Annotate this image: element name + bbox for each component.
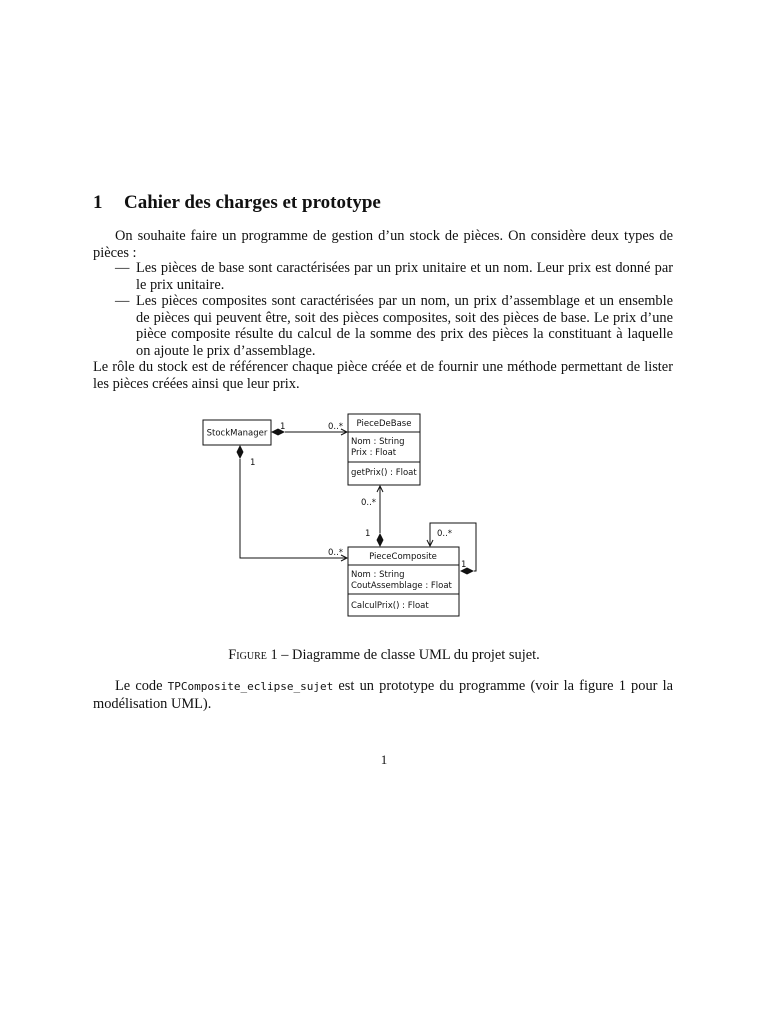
piececomposite-attribute-nom: Nom : String [351, 570, 405, 580]
project-code-name: TPComposite_eclipse_sujet [167, 680, 334, 693]
multiplicity-label: 0..* [328, 548, 344, 558]
association-stockmanager-piececomposite [237, 445, 348, 561]
list-dash: — [115, 293, 130, 309]
figure-caption [0, 647, 768, 664]
piececomposite-class-name: PieceComposite [369, 552, 437, 562]
intro-paragraph: On souhaite faire un programme de gestion d’un stock de pièces. On considère deux types de pièces : [93, 228, 673, 261]
multiplicity-label: 1 [461, 560, 467, 570]
closing-paragraph [93, 678, 673, 712]
figure-caption-text: Diagramme de classe UML du projet sujet. [292, 647, 540, 663]
association-stockmanager-piecedebase [271, 422, 347, 436]
uml-class-diagram [195, 405, 485, 625]
piecedebase-class [348, 414, 420, 485]
section-heading [93, 192, 381, 214]
page-number: 1 [380, 752, 388, 767]
closing-text-before: Le code [115, 678, 168, 694]
stockmanager-class-name: StockManager [206, 428, 268, 439]
stockmanager-class [203, 420, 271, 445]
composition-diamond [237, 445, 244, 459]
association-piececomposite-piecedebase [361, 486, 384, 547]
role-paragraph: Le rôle du stock est de référencer chaque pièce créée et de fournir une méthode permettant de lister les pièces créées ainsi que leur prix. [93, 359, 673, 392]
piececomposite-attribute-cout: CoutAssemblage : Float [351, 581, 452, 591]
piecedebase-attribute-prix: Prix : Float [351, 448, 397, 458]
multiplicity-label: 0..* [437, 529, 453, 539]
multiplicity-label: 1 [280, 422, 286, 432]
multiplicity-label: 0..* [328, 422, 344, 432]
multiplicity-label: 1 [250, 458, 256, 468]
multiplicity-label: 1 [365, 529, 371, 539]
list-item [93, 260, 673, 293]
piececomposite-class [348, 547, 459, 616]
piecedebase-operation-getprix: getPrix() : Float [351, 468, 417, 478]
section-number: 1 [93, 192, 103, 213]
piecedebase-attribute-nom: Nom : String [351, 437, 405, 447]
list-dash: — [115, 260, 130, 276]
multiplicity-label: 0..* [361, 498, 377, 508]
composition-diamond [377, 533, 384, 547]
figure-label: Figure 1 [228, 647, 278, 663]
list-item-text: Les pièces composites sont caractérisées par un nom, un prix d’assemblage et un ensemble de pièces qui peuvent être, soit des pièces composites, soit des pièces de base. Le prix d’une pièce composite résulte du calcul de la somme des prix des pièces la constituant à laquelle on ajoute le prix d’assemblage. [136, 293, 673, 359]
closing-text-after: est un prototype du programme (voir la figure 1 pour la modélisation UML). [93, 678, 673, 712]
list-item-text: Les pièces de base sont caractérisées par un prix unitaire et un nom. Leur prix est donné par le prix unitaire. [136, 260, 673, 293]
figure-separator: – [277, 647, 293, 663]
piece-type-list [93, 260, 673, 359]
list-item [93, 293, 673, 359]
piecedebase-class-name: PieceDeBase [356, 419, 412, 429]
piececomposite-operation-calculprix: CalculPrix() : Float [351, 601, 429, 611]
section-title: Cahier des charges et prototype [124, 192, 381, 213]
